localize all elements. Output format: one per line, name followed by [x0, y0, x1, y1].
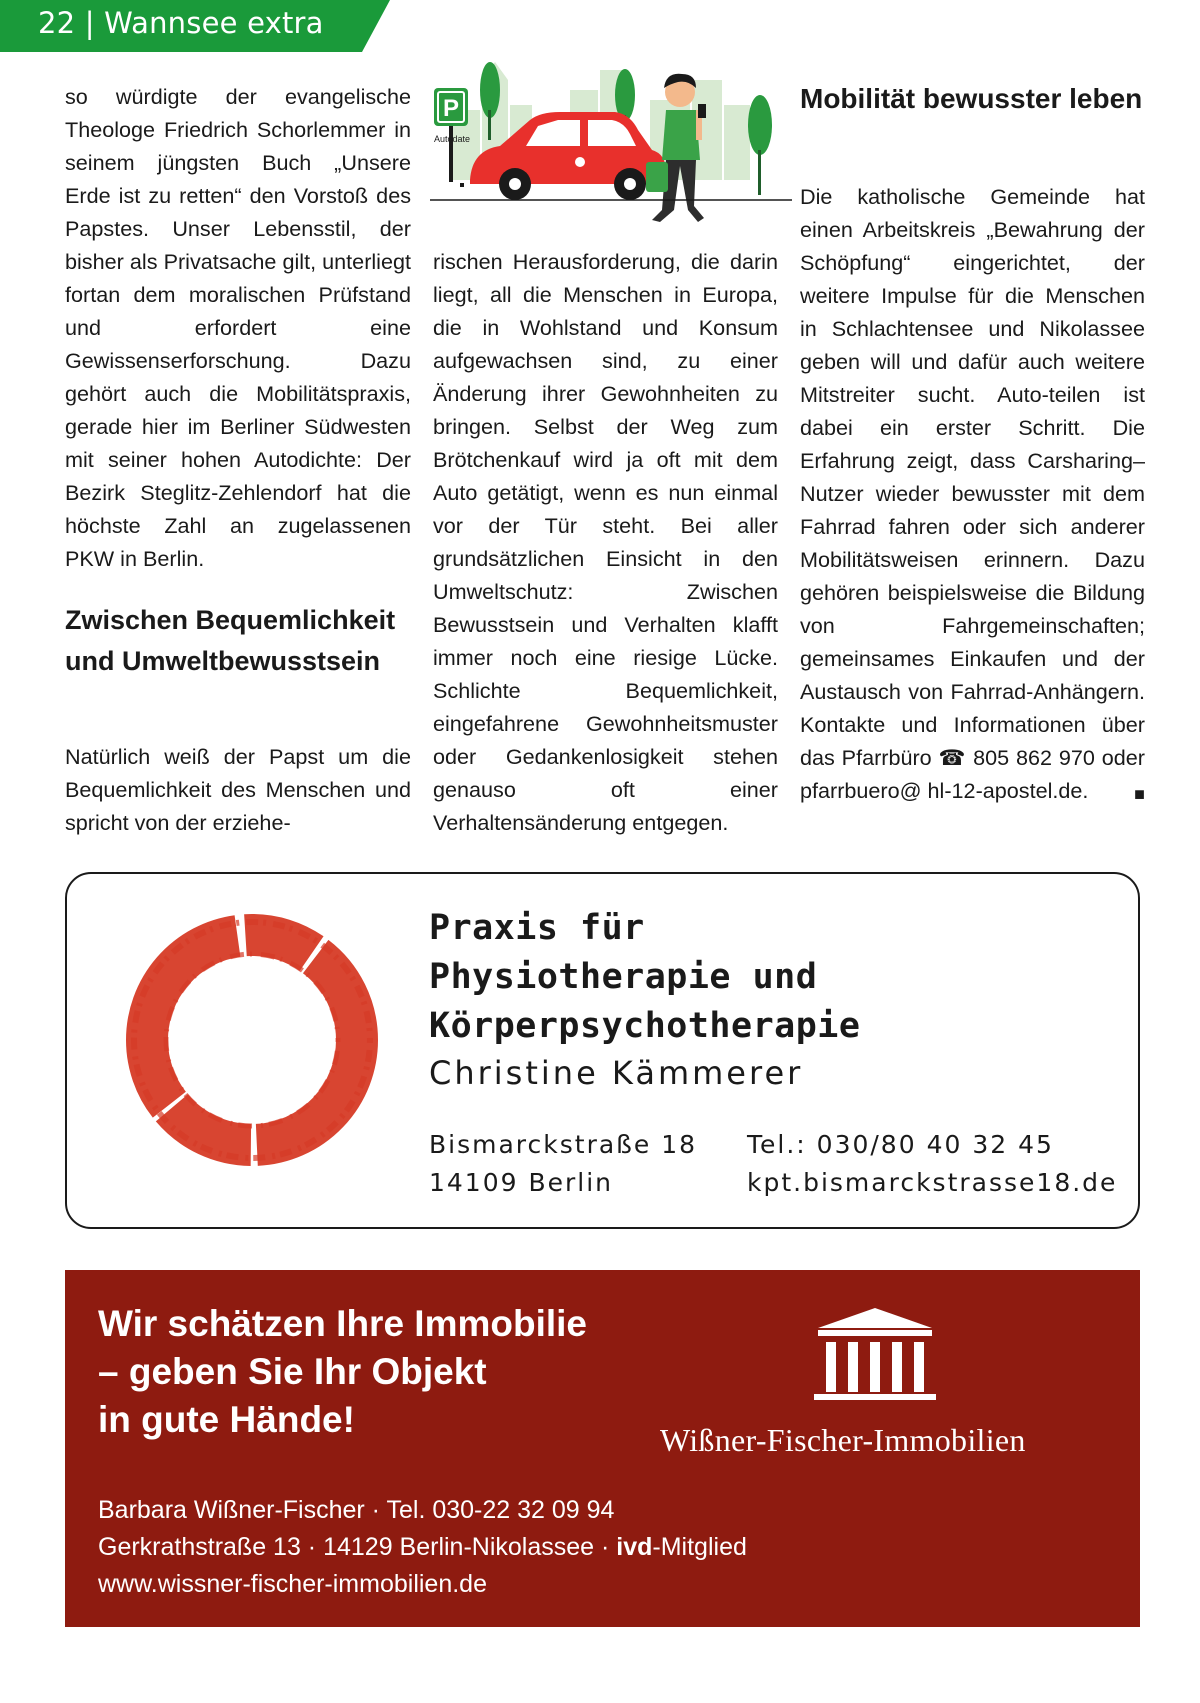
brush-ring-logo — [122, 910, 382, 1170]
parking-sign-letter: P — [442, 95, 460, 122]
physio-title-line: Praxis für — [429, 908, 645, 948]
contact-website[interactable]: www.wissner-fischer-immobilien.de — [98, 1570, 487, 1598]
sidebar-heading: Mobilität bewusster leben — [800, 83, 1143, 114]
physio-phone: Tel.: 030/80 40 32 45 — [747, 1130, 1054, 1159]
ad-headline — [98, 1300, 698, 1444]
tree-icon — [748, 95, 772, 195]
columned-building-icon — [810, 1306, 940, 1406]
physio-title-line: Physiotherapie und — [429, 957, 818, 997]
header-label: 22 | Wannsee extra — [38, 6, 324, 40]
article-paragraph-2 — [65, 740, 411, 839]
ad-headline-line: – geben Sie Ihr Objekt — [98, 1351, 487, 1392]
contact-address — [98, 1529, 747, 1566]
real-estate-ad[interactable] — [65, 1270, 1140, 1627]
paragraph-text: Die katholische Gemeinde hat einen Arbeitskreis „Bewahrung der Schöpfung“ eingerichtet, der weitere Impulse für die Menschen in Schlachtensee und Nikolassee geben will und dafür auch weitere Mitstreiter sucht. Auto-teilen ist dabei ein erster Schritt. Die Erfahrung zeigt, dass Carsharing–Nutzer wieder bewusster mit dem Fahrrad fahren oder sich anderer Mobilitätsweisen erinnern. Dazu gehören beispielsweise die Bildung von Fahrgemeinschaften; gemeinsames Einkaufen und der Austausch von Fahrrad-Anhängern. Kontakte und Informationen über das Pfarrbüro ☎ 805 862 970 oder pfarrbuero@ hl-12-apostel.de. — [800, 184, 1145, 803]
paragraph-text: so würdigte der evangelische Theologe Friedrich Schorlemmer in seinem jüngsten Buch „Unsere Erde ist zu retten“ den Vorstoß des Papstes. Unser Lebensstil, der bisher als Privatsache gilt, unterliegt fortan dem moralischen Prüfstand und erfordert eine Gewissenserforschung. Dazu gehört auch die Mobilitätspraxis, gerade hier im Berliner Südwesten mit seiner hohen Autodichte: Der Bezirk Steglitz-Zehlendorf hat die höchste Zahl an zugelassenen PKW in Berlin. — [65, 84, 411, 571]
physio-title — [429, 904, 860, 1051]
paragraph-text: rischen Herausforderung, die darin liegt, all die Menschen in Europa, die in Wohlstand und Konsum aufgewachsen sind, zu einer Änderung ihrer Gewohnheiten zu bringen. Selbst der Weg zum Brötchenkauf wird ja oft mit dem Auto getätigt, wenn es nun einmal vor der Tür steht. Bei aller grundsätzlichen Einsicht in den Umweltschutz: Zwischen Bewusstsein und Verhalten klafft immer noch eine riesige Lücke. Schlichte Bequemlichkeit, eingefahrene Gewohnheitsmuster oder Gedankenlosigkeit stehen genauso oft einer Verhaltensänderung entgegen. — [433, 249, 778, 835]
address-text: Gerkrathstraße 13 · 14129 Berlin-Nikolassee · — [98, 1533, 617, 1561]
carsharing-illustration — [430, 50, 792, 238]
therapist-name: Christine Kämmerer — [429, 1054, 804, 1092]
article-subheading: Zwischen Bequemlichkeit und Umweltbewusstsein — [65, 605, 396, 676]
article-paragraph-1 — [65, 80, 411, 575]
physio-website[interactable]: kpt.bismarckstrasse18.de — [747, 1168, 1118, 1197]
brand-name: Wißner-Fischer-Immobilien — [660, 1422, 1026, 1458]
physio-city: 14109 Berlin — [429, 1168, 614, 1197]
physiotherapy-ad[interactable] — [65, 872, 1140, 1229]
physio-title-line: Körperpsychotherapie — [429, 1006, 861, 1046]
section-header — [0, 0, 420, 52]
ivd-logo: ivd — [616, 1533, 653, 1561]
membership-text: -Mitglied — [652, 1533, 747, 1561]
contact-phone: Barbara Wißner-Fischer · Tel. 030-22 32 09 94 — [98, 1496, 615, 1524]
sign-caption: Autodate — [434, 134, 471, 144]
ad-headline-line: in gute Hände! — [98, 1399, 355, 1440]
end-mark-icon: ■ — [1134, 784, 1145, 804]
article-paragraph-4 — [800, 180, 1145, 811]
physio-street: Bismarckstraße 18 — [429, 1130, 698, 1159]
ad-headline-line: Wir schätzen Ihre Immobilie — [98, 1303, 588, 1344]
article-paragraph-3 — [433, 245, 778, 839]
paragraph-text: Natürlich weiß der Papst um die Bequemlichkeit des Menschen und spricht von der erziehe- — [65, 744, 411, 835]
